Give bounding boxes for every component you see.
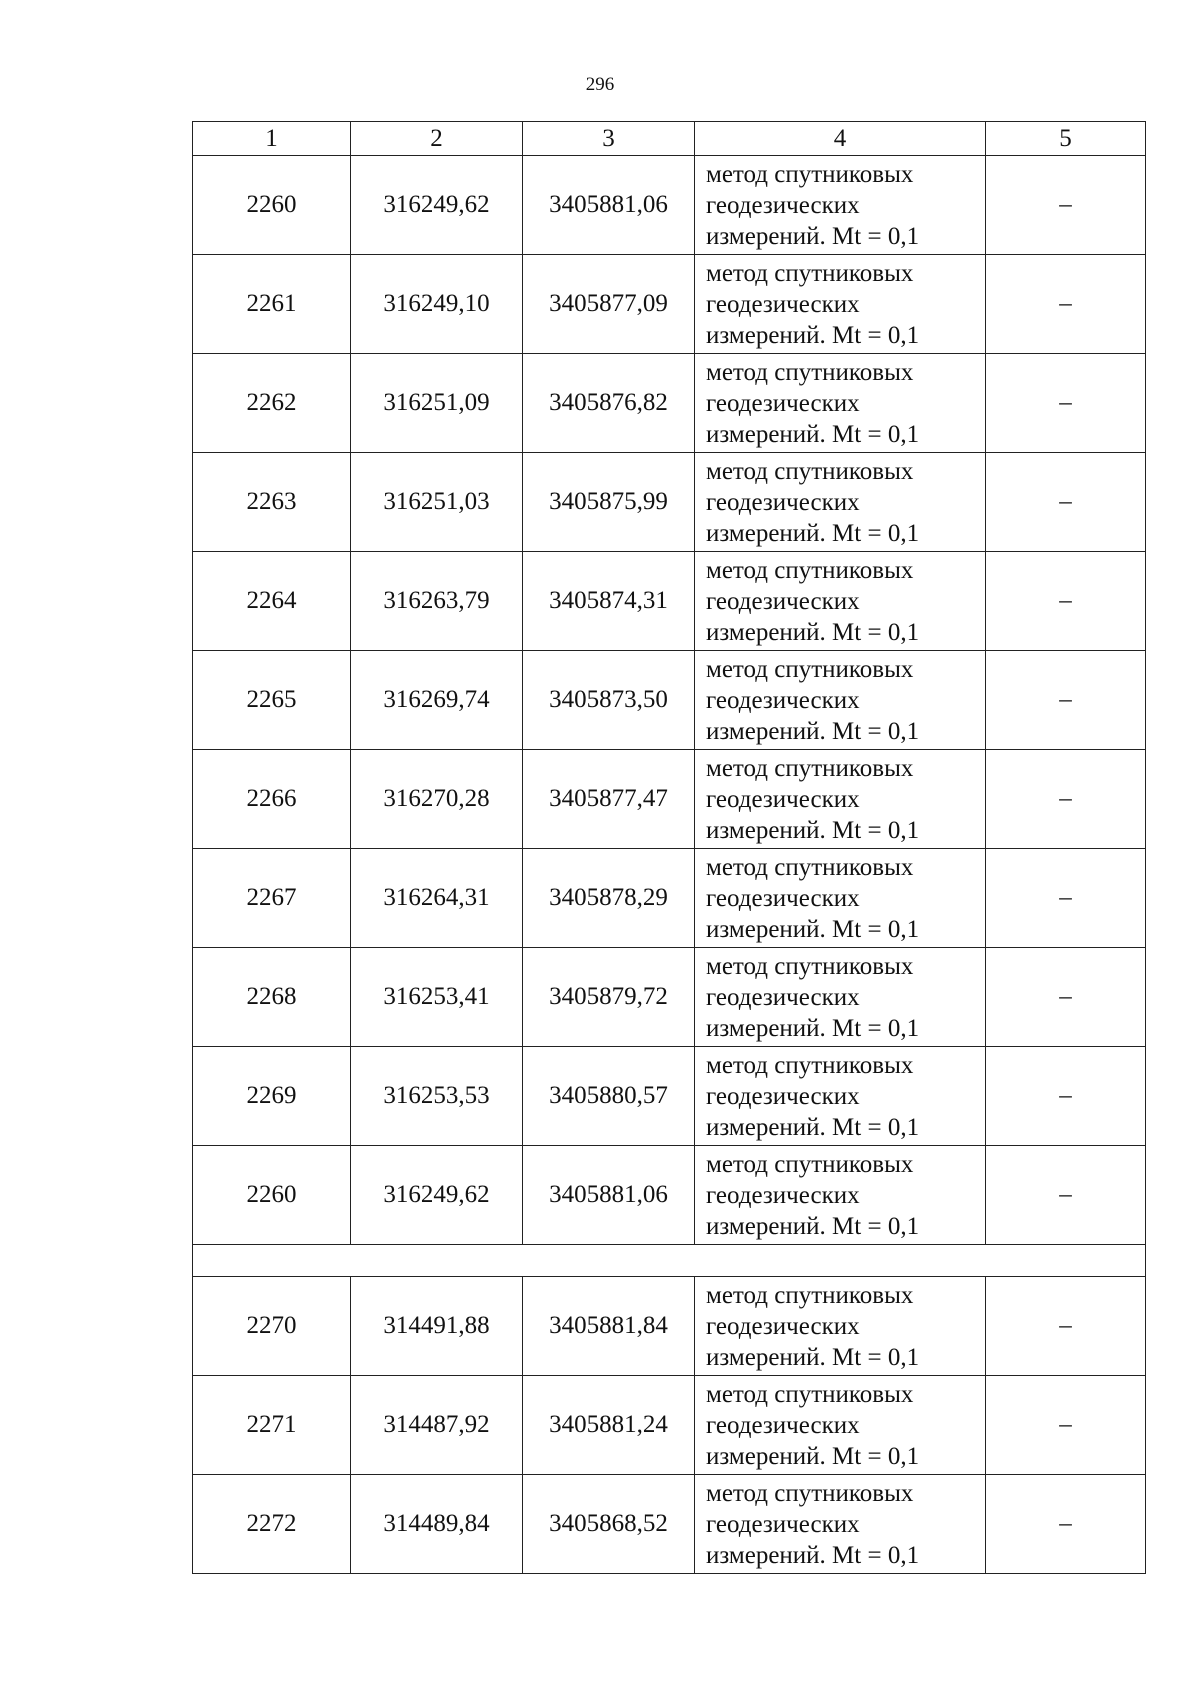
method-line: геодезических — [706, 1312, 860, 1340]
method-cell — [695, 651, 986, 750]
y-coordinate-cell: 3405881,06 — [523, 1146, 695, 1245]
dash-cell: – — [986, 1047, 1146, 1146]
y-coordinate-cell: 3405881,06 — [523, 156, 695, 255]
method-cell — [695, 1475, 986, 1574]
dash-cell: – — [986, 1475, 1146, 1574]
method-line: геодезических — [706, 1181, 860, 1209]
x-coordinate-cell: 316269,74 — [351, 651, 523, 750]
method-cell — [695, 552, 986, 651]
table-row — [193, 1376, 1146, 1475]
table-header-row — [193, 122, 1146, 156]
y-coordinate-cell: 3405879,72 — [523, 948, 695, 1047]
method-line: геодезических — [706, 1411, 860, 1439]
method-line: измерений. Mt = 0,1 — [706, 1442, 920, 1470]
method-line: измерений. Mt = 0,1 — [706, 1343, 920, 1371]
y-coordinate-cell: 3405880,57 — [523, 1047, 695, 1146]
method-line: метод спутниковых — [706, 853, 914, 881]
dash-cell: – — [986, 651, 1146, 750]
method-cell — [695, 1277, 986, 1376]
method-line: измерений. Mt = 0,1 — [706, 1541, 920, 1569]
table-row — [193, 255, 1146, 354]
method-cell — [695, 1047, 986, 1146]
method-cell — [695, 354, 986, 453]
table-row — [193, 453, 1146, 552]
method-line: геодезических — [706, 1510, 860, 1538]
point-number-cell: 2270 — [193, 1277, 351, 1376]
x-coordinate-cell: 314487,92 — [351, 1376, 523, 1475]
method-line: геодезических — [706, 785, 860, 813]
y-coordinate-cell: 3405877,09 — [523, 255, 695, 354]
x-coordinate-cell: 316249,10 — [351, 255, 523, 354]
dash-cell: – — [986, 1376, 1146, 1475]
dash-cell: – — [986, 354, 1146, 453]
method-cell — [695, 255, 986, 354]
dash-cell: – — [986, 1146, 1146, 1245]
method-line: метод спутниковых — [706, 754, 914, 782]
point-number-cell: 2269 — [193, 1047, 351, 1146]
x-coordinate-cell: 314489,84 — [351, 1475, 523, 1574]
dash-cell: – — [986, 1277, 1146, 1376]
point-number-cell: 2272 — [193, 1475, 351, 1574]
method-line: метод спутниковых — [706, 358, 914, 386]
column-header: 1 — [193, 122, 351, 156]
method-line: метод спутниковых — [706, 160, 914, 188]
dash-cell: – — [986, 750, 1146, 849]
point-number-cell: 2268 — [193, 948, 351, 1047]
x-coordinate-cell: 314491,88 — [351, 1277, 523, 1376]
x-coordinate-cell: 316264,31 — [351, 849, 523, 948]
table-row — [193, 849, 1146, 948]
method-line: метод спутниковых — [706, 259, 914, 287]
method-line: измерений. Mt = 0,1 — [706, 1014, 920, 1042]
separator-cell — [193, 1245, 1146, 1277]
x-coordinate-cell: 316270,28 — [351, 750, 523, 849]
method-line: метод спутниковых — [706, 1479, 914, 1507]
coordinates-table — [192, 121, 1146, 1574]
point-number-cell: 2266 — [193, 750, 351, 849]
table-row — [193, 750, 1146, 849]
point-number-cell: 2262 — [193, 354, 351, 453]
dash-cell: – — [986, 156, 1146, 255]
y-coordinate-cell: 3405881,24 — [523, 1376, 695, 1475]
point-number-cell: 2260 — [193, 156, 351, 255]
x-coordinate-cell: 316251,03 — [351, 453, 523, 552]
point-number-cell: 2261 — [193, 255, 351, 354]
dash-cell: – — [986, 552, 1146, 651]
method-line: геодезических — [706, 1082, 860, 1110]
y-coordinate-cell: 3405876,82 — [523, 354, 695, 453]
method-line: измерений. Mt = 0,1 — [706, 618, 920, 646]
point-number-cell: 2271 — [193, 1376, 351, 1475]
table-row — [193, 156, 1146, 255]
method-line: измерений. Mt = 0,1 — [706, 420, 920, 448]
method-line: измерений. Mt = 0,1 — [706, 321, 920, 349]
x-coordinate-cell: 316263,79 — [351, 552, 523, 651]
y-coordinate-cell: 3405878,29 — [523, 849, 695, 948]
method-cell — [695, 750, 986, 849]
method-line: метод спутниковых — [706, 1380, 914, 1408]
method-cell — [695, 1376, 986, 1475]
table-row — [193, 354, 1146, 453]
x-coordinate-cell: 316249,62 — [351, 156, 523, 255]
column-header: 2 — [351, 122, 523, 156]
dash-cell: – — [986, 255, 1146, 354]
table-row — [193, 1146, 1146, 1245]
point-number-cell: 2264 — [193, 552, 351, 651]
method-line: геодезических — [706, 191, 860, 219]
method-line: измерений. Mt = 0,1 — [706, 816, 920, 844]
method-line: геодезических — [706, 884, 860, 912]
y-coordinate-cell: 3405874,31 — [523, 552, 695, 651]
method-line: метод спутниковых — [706, 1150, 914, 1178]
point-number-cell: 2263 — [193, 453, 351, 552]
table-body — [193, 156, 1146, 1574]
y-coordinate-cell: 3405875,99 — [523, 453, 695, 552]
method-line: метод спутниковых — [706, 556, 914, 584]
method-line: геодезических — [706, 290, 860, 318]
y-coordinate-cell: 3405873,50 — [523, 651, 695, 750]
method-line: геодезических — [706, 983, 860, 1011]
y-coordinate-cell: 3405881,84 — [523, 1277, 695, 1376]
method-line: геодезических — [706, 587, 860, 615]
method-line: метод спутниковых — [706, 655, 914, 683]
column-header: 5 — [986, 122, 1146, 156]
table-row — [193, 651, 1146, 750]
method-line: метод спутниковых — [706, 1281, 914, 1309]
section-separator-row — [193, 1245, 1146, 1277]
column-header: 3 — [523, 122, 695, 156]
table-row — [193, 948, 1146, 1047]
method-line: измерений. Mt = 0,1 — [706, 1212, 920, 1240]
method-line: измерений. Mt = 0,1 — [706, 915, 920, 943]
x-coordinate-cell: 316251,09 — [351, 354, 523, 453]
method-line: метод спутниковых — [706, 1051, 914, 1079]
method-cell — [695, 156, 986, 255]
method-cell — [695, 453, 986, 552]
method-cell — [695, 849, 986, 948]
x-coordinate-cell: 316253,53 — [351, 1047, 523, 1146]
y-coordinate-cell: 3405868,52 — [523, 1475, 695, 1574]
dash-cell: – — [986, 948, 1146, 1047]
x-coordinate-cell: 316249,62 — [351, 1146, 523, 1245]
table-row — [193, 1047, 1146, 1146]
method-line: измерений. Mt = 0,1 — [706, 519, 920, 547]
table-row — [193, 1277, 1146, 1376]
method-line: измерений. Mt = 0,1 — [706, 222, 920, 250]
column-header: 4 — [695, 122, 986, 156]
table-row — [193, 1475, 1146, 1574]
point-number-cell: 2265 — [193, 651, 351, 750]
method-line: измерений. Mt = 0,1 — [706, 717, 920, 745]
dash-cell: – — [986, 849, 1146, 948]
method-line: метод спутниковых — [706, 457, 914, 485]
method-line: геодезических — [706, 488, 860, 516]
method-cell — [695, 948, 986, 1047]
page-number: 296 — [585, 74, 615, 95]
method-line: измерений. Mt = 0,1 — [706, 1113, 920, 1141]
method-line: геодезических — [706, 686, 860, 714]
point-number-cell: 2260 — [193, 1146, 351, 1245]
dash-cell: – — [986, 453, 1146, 552]
table-row — [193, 552, 1146, 651]
method-line: геодезических — [706, 389, 860, 417]
point-number-cell: 2267 — [193, 849, 351, 948]
x-coordinate-cell: 316253,41 — [351, 948, 523, 1047]
method-cell — [695, 1146, 986, 1245]
y-coordinate-cell: 3405877,47 — [523, 750, 695, 849]
method-line: метод спутниковых — [706, 952, 914, 980]
